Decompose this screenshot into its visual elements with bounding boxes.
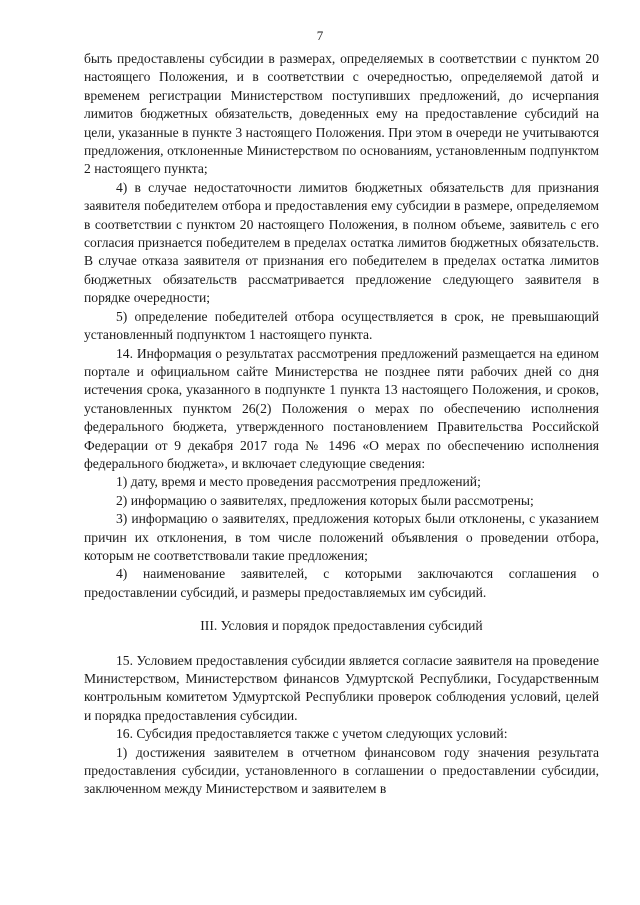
paragraph-clause-14-item-2: 2) информацию о заявителях, предложения которых были рассмотрены; xyxy=(116,492,534,508)
paragraph-clause-15: 15. Условием предоставления субсидии является согласие заявителя на проведение Министерством, Министерством финансов Удмуртской Республики, Государственным контрольным комитетом Удмуртской Республики проверок соблюдения условий, целей и порядка предоставления субсидии. xyxy=(84,652,599,723)
paragraph-clause-16: 16. Субсидия предоставляется также с учетом следующих условий: xyxy=(116,726,508,742)
paragraph-clause-14: 14. Информация о результатах рассмотрения предложений размещается на едином портале и официальном сайте Министерства не позднее пяти рабочих дней со дня истечения срока, указанного в подпункте 1 пункта 13 настоящего Положения, и сроков, установленных пунктом 26(2) Положения о мерах по обеспечению исполнения федерального бюджета, утвержденного постановлением Правительства Российской Федерации от 9 декабря 2017 года № 1496 «О мерах по обеспечению исполнения федерального бюджета», и включает следующие сведения: xyxy=(84,345,599,471)
paragraph-subitem-4: 4) в случае недостаточности лимитов бюджетных обязательств для признания заявителя победителем отбора и предоставления ему субсидии в размере, определяемом в соответствии с пунктом 20 настоящего Положения, в полном объеме, заявитель с его согласия признается победителем в пределах остатка лимитов бюджетных обязательств. В случае отказа заявителя от признания его победителем в пределах остатка лимитов бюджетных обязательств рассматривается предложение следующего заявителя в порядке очередности; xyxy=(84,179,599,306)
paragraph-clause-14-item-3: 3) информацию о заявителях, предложения которых были отклонены, с указанием причин их отклонения, в том числе положений объявления о проведении отбора, которым не соответствовали такие предложения; xyxy=(84,511,599,563)
document-body xyxy=(84,50,599,799)
paragraph-subitem-5: 5) определение победителей отбора осуществляется в срок, не превышающий установленный подпунктом 1 настоящего пункта. xyxy=(84,308,599,343)
paragraph-clause-16-item-1: 1) достижения заявителем в отчетном финансовом году значения результата предоставления субсидии, установленного в соглашении о предоставлении субсидии, заключенном между Министерством и заявителем в xyxy=(84,744,599,797)
paragraph-clause-14-item-4: 4) наименование заявителей, с которыми заключаются соглашения о предоставлении субсидий, и размеры предоставляемых им субсидий. xyxy=(84,566,599,600)
section-heading: III. Условия и порядок предоставления субсидий xyxy=(200,618,483,634)
paragraph-continuation: быть предоставлены субсидии в размерах, определяемых в соответствии с пунктом 20 настоящего Положения, и в соответствии с очередностью, определяемой датой и временем регистрации Министерством поступивших предложений, до исчерпания лимитов бюджетных обязательств, доведенных ему на предоставление субсидий на цели, указанные в пункте 3 настоящего Положения. При этом в очереди не учитываются предложения, отклоненные Министерством по основаниям, установленным подпунктом 2 настоящего пункта; xyxy=(84,51,599,177)
page-number: 7 xyxy=(316,28,324,43)
paragraph-clause-14-item-1: 1) дату, время и место проведения рассмотрения предложений; xyxy=(116,474,481,490)
